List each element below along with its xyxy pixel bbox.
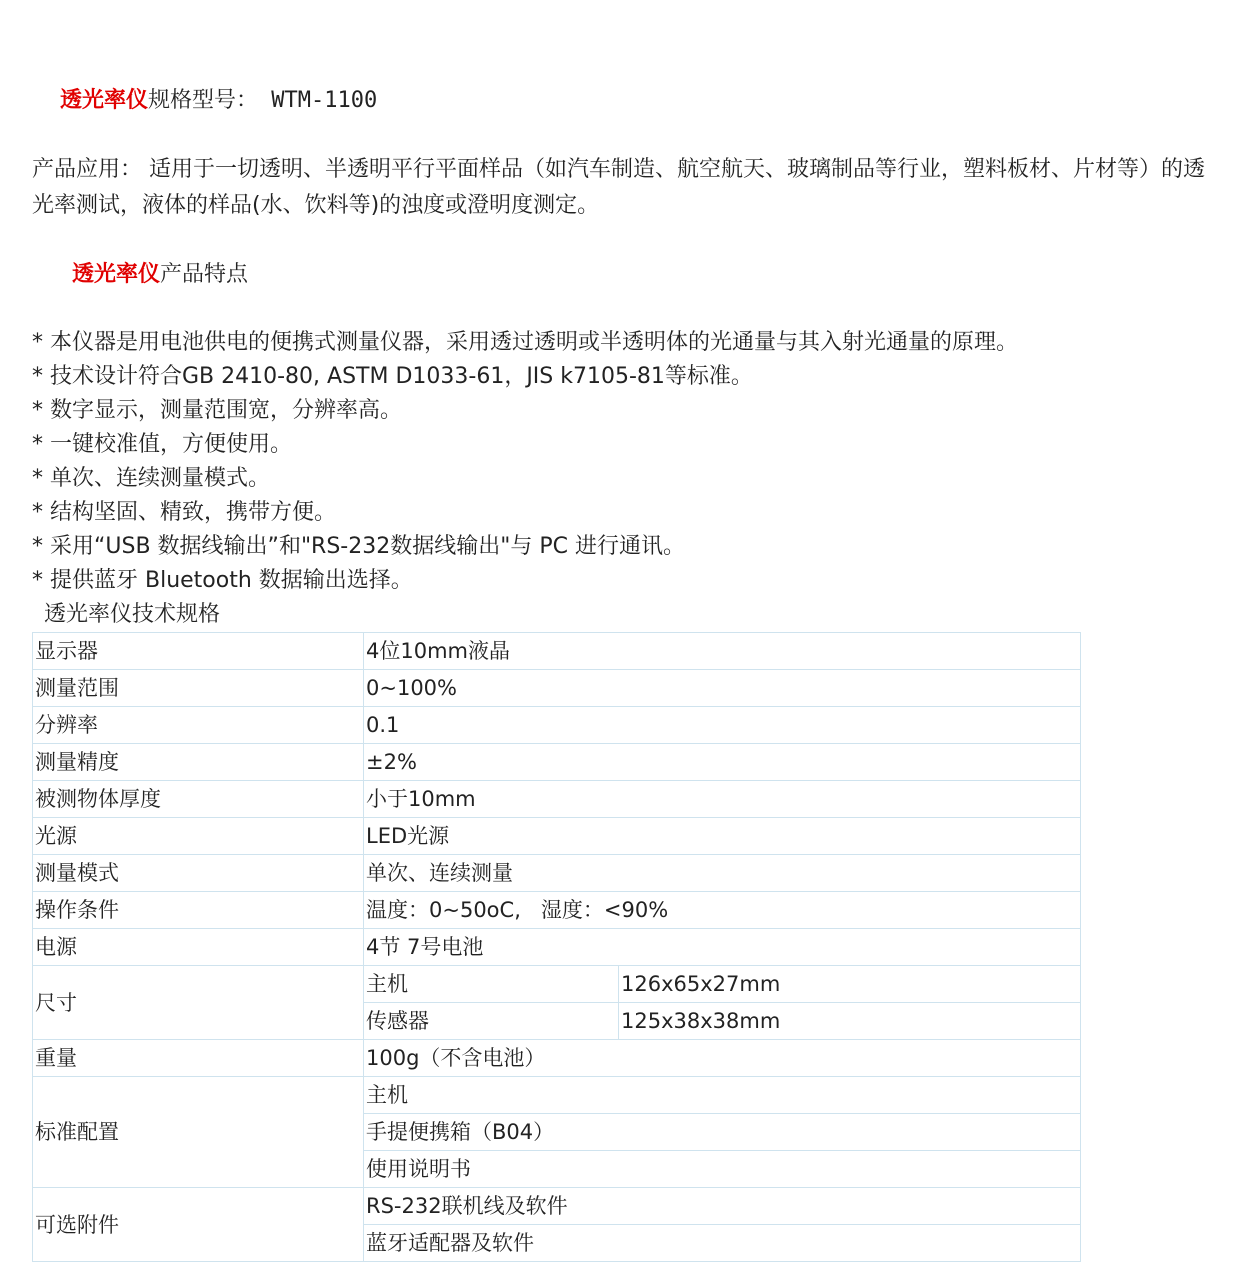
spec-label: 测量精度 bbox=[33, 744, 364, 781]
brand-name: 透光率仪 bbox=[59, 88, 148, 113]
table-row bbox=[33, 670, 1081, 707]
spec-value: 100g（不含电池） bbox=[364, 1040, 1081, 1077]
table-row bbox=[33, 707, 1081, 744]
feature-item: * 单次、连续测量模式。 bbox=[32, 466, 270, 491]
spec-value: RS-232联机线及软件 bbox=[364, 1188, 1081, 1225]
table-row bbox=[33, 855, 1081, 892]
spec-value: 手提便携箱（B04） bbox=[364, 1114, 1081, 1151]
spec-value: 0~100% bbox=[364, 670, 1081, 707]
feature-item: * 结构坚固、精致，携带方便。 bbox=[32, 500, 336, 525]
spec-label: 测量范围 bbox=[33, 670, 364, 707]
feature-item: * 技术设计符合GB 2410-80, ASTM D1033-61，JIS k7105-81等标准。 bbox=[32, 364, 753, 389]
spec-label: 电源 bbox=[33, 929, 364, 966]
table-row bbox=[33, 781, 1081, 818]
spec-sublabel: 传感器 bbox=[364, 1003, 619, 1040]
spec-value: 主机 bbox=[364, 1077, 1081, 1114]
feature-item: * 一键校准值，方便使用。 bbox=[32, 432, 292, 457]
application-paragraph bbox=[32, 152, 1222, 224]
model-label: 规格型号： bbox=[148, 88, 259, 113]
spec-value: 4位10mm液晶 bbox=[364, 633, 1081, 670]
table-row bbox=[33, 744, 1081, 781]
spec-value: 0.1 bbox=[364, 707, 1081, 744]
spec-value: ±2% bbox=[364, 744, 1081, 781]
feature-item: * 本仪器是用电池供电的便携式测量仪器，采用透过透明或半透明体的光通量与其入射光通量的原理。 bbox=[32, 330, 1018, 355]
spec-label: 尺寸 bbox=[33, 966, 364, 1040]
spec-value: 温度：0~50oC, 湿度：<90% bbox=[364, 892, 1081, 929]
table-row bbox=[33, 929, 1081, 966]
table-row bbox=[33, 1077, 1081, 1114]
spec-label: 标准配置 bbox=[33, 1077, 364, 1188]
spec-value: 使用说明书 bbox=[364, 1151, 1081, 1188]
feature-item: * 提供蓝牙 Bluetooth 数据输出选择。 bbox=[32, 568, 413, 593]
product-document bbox=[32, 50, 1222, 1262]
spec-label: 测量模式 bbox=[33, 855, 364, 892]
spec-label: 操作条件 bbox=[33, 892, 364, 929]
spec-value: 蓝牙适配器及软件 bbox=[364, 1225, 1081, 1262]
spec-value: 小于10mm bbox=[364, 781, 1081, 818]
features-title-brand: 透光率仪 bbox=[71, 262, 160, 287]
spec-value: 125x38x38mm bbox=[619, 1003, 1081, 1040]
spec-value: 4节 7号电池 bbox=[364, 929, 1081, 966]
spec-table bbox=[32, 632, 1081, 1262]
application-text: 适用于一切透明、半透明平行平面样品（如汽车制造、航空航天、玻璃制品等行业，塑料板材、片材等）的透光率测试，液体的样品(水、饮料等)的浊度或澄明度测定。 bbox=[32, 157, 1206, 218]
feature-item: * 采用“USB 数据线输出”和"RS-232数据线输出"与 PC 进行通讯。 bbox=[32, 534, 685, 559]
model-value: WTM-1100 bbox=[258, 88, 378, 113]
spec-value: 单次、连续测量 bbox=[364, 855, 1081, 892]
feature-list bbox=[32, 326, 1222, 598]
spec-label: 重量 bbox=[33, 1040, 364, 1077]
spec-label: 被测物体厚度 bbox=[33, 781, 364, 818]
spec-label: 可选附件 bbox=[33, 1188, 364, 1262]
spec-sublabel: 主机 bbox=[364, 966, 619, 1003]
features-title-suffix: 产品特点 bbox=[160, 262, 249, 287]
table-row bbox=[33, 966, 1081, 1003]
features-title bbox=[32, 224, 1222, 326]
application-label: 产品应用： bbox=[32, 157, 143, 182]
spec-label: 分辨率 bbox=[33, 707, 364, 744]
table-row bbox=[33, 1188, 1081, 1225]
spec-label: 光源 bbox=[33, 818, 364, 855]
spec-title: 透光率仪技术规格 bbox=[44, 602, 221, 627]
model-line bbox=[32, 50, 1222, 152]
table-row bbox=[33, 892, 1081, 929]
feature-item: * 数字显示，测量范围宽，分辨率高。 bbox=[32, 398, 402, 423]
table-row bbox=[33, 633, 1081, 670]
table-row bbox=[33, 818, 1081, 855]
table-row bbox=[33, 1040, 1081, 1077]
spec-value: LED光源 bbox=[364, 818, 1081, 855]
spec-label: 显示器 bbox=[33, 633, 364, 670]
spec-value: 126x65x27mm bbox=[619, 966, 1081, 1003]
